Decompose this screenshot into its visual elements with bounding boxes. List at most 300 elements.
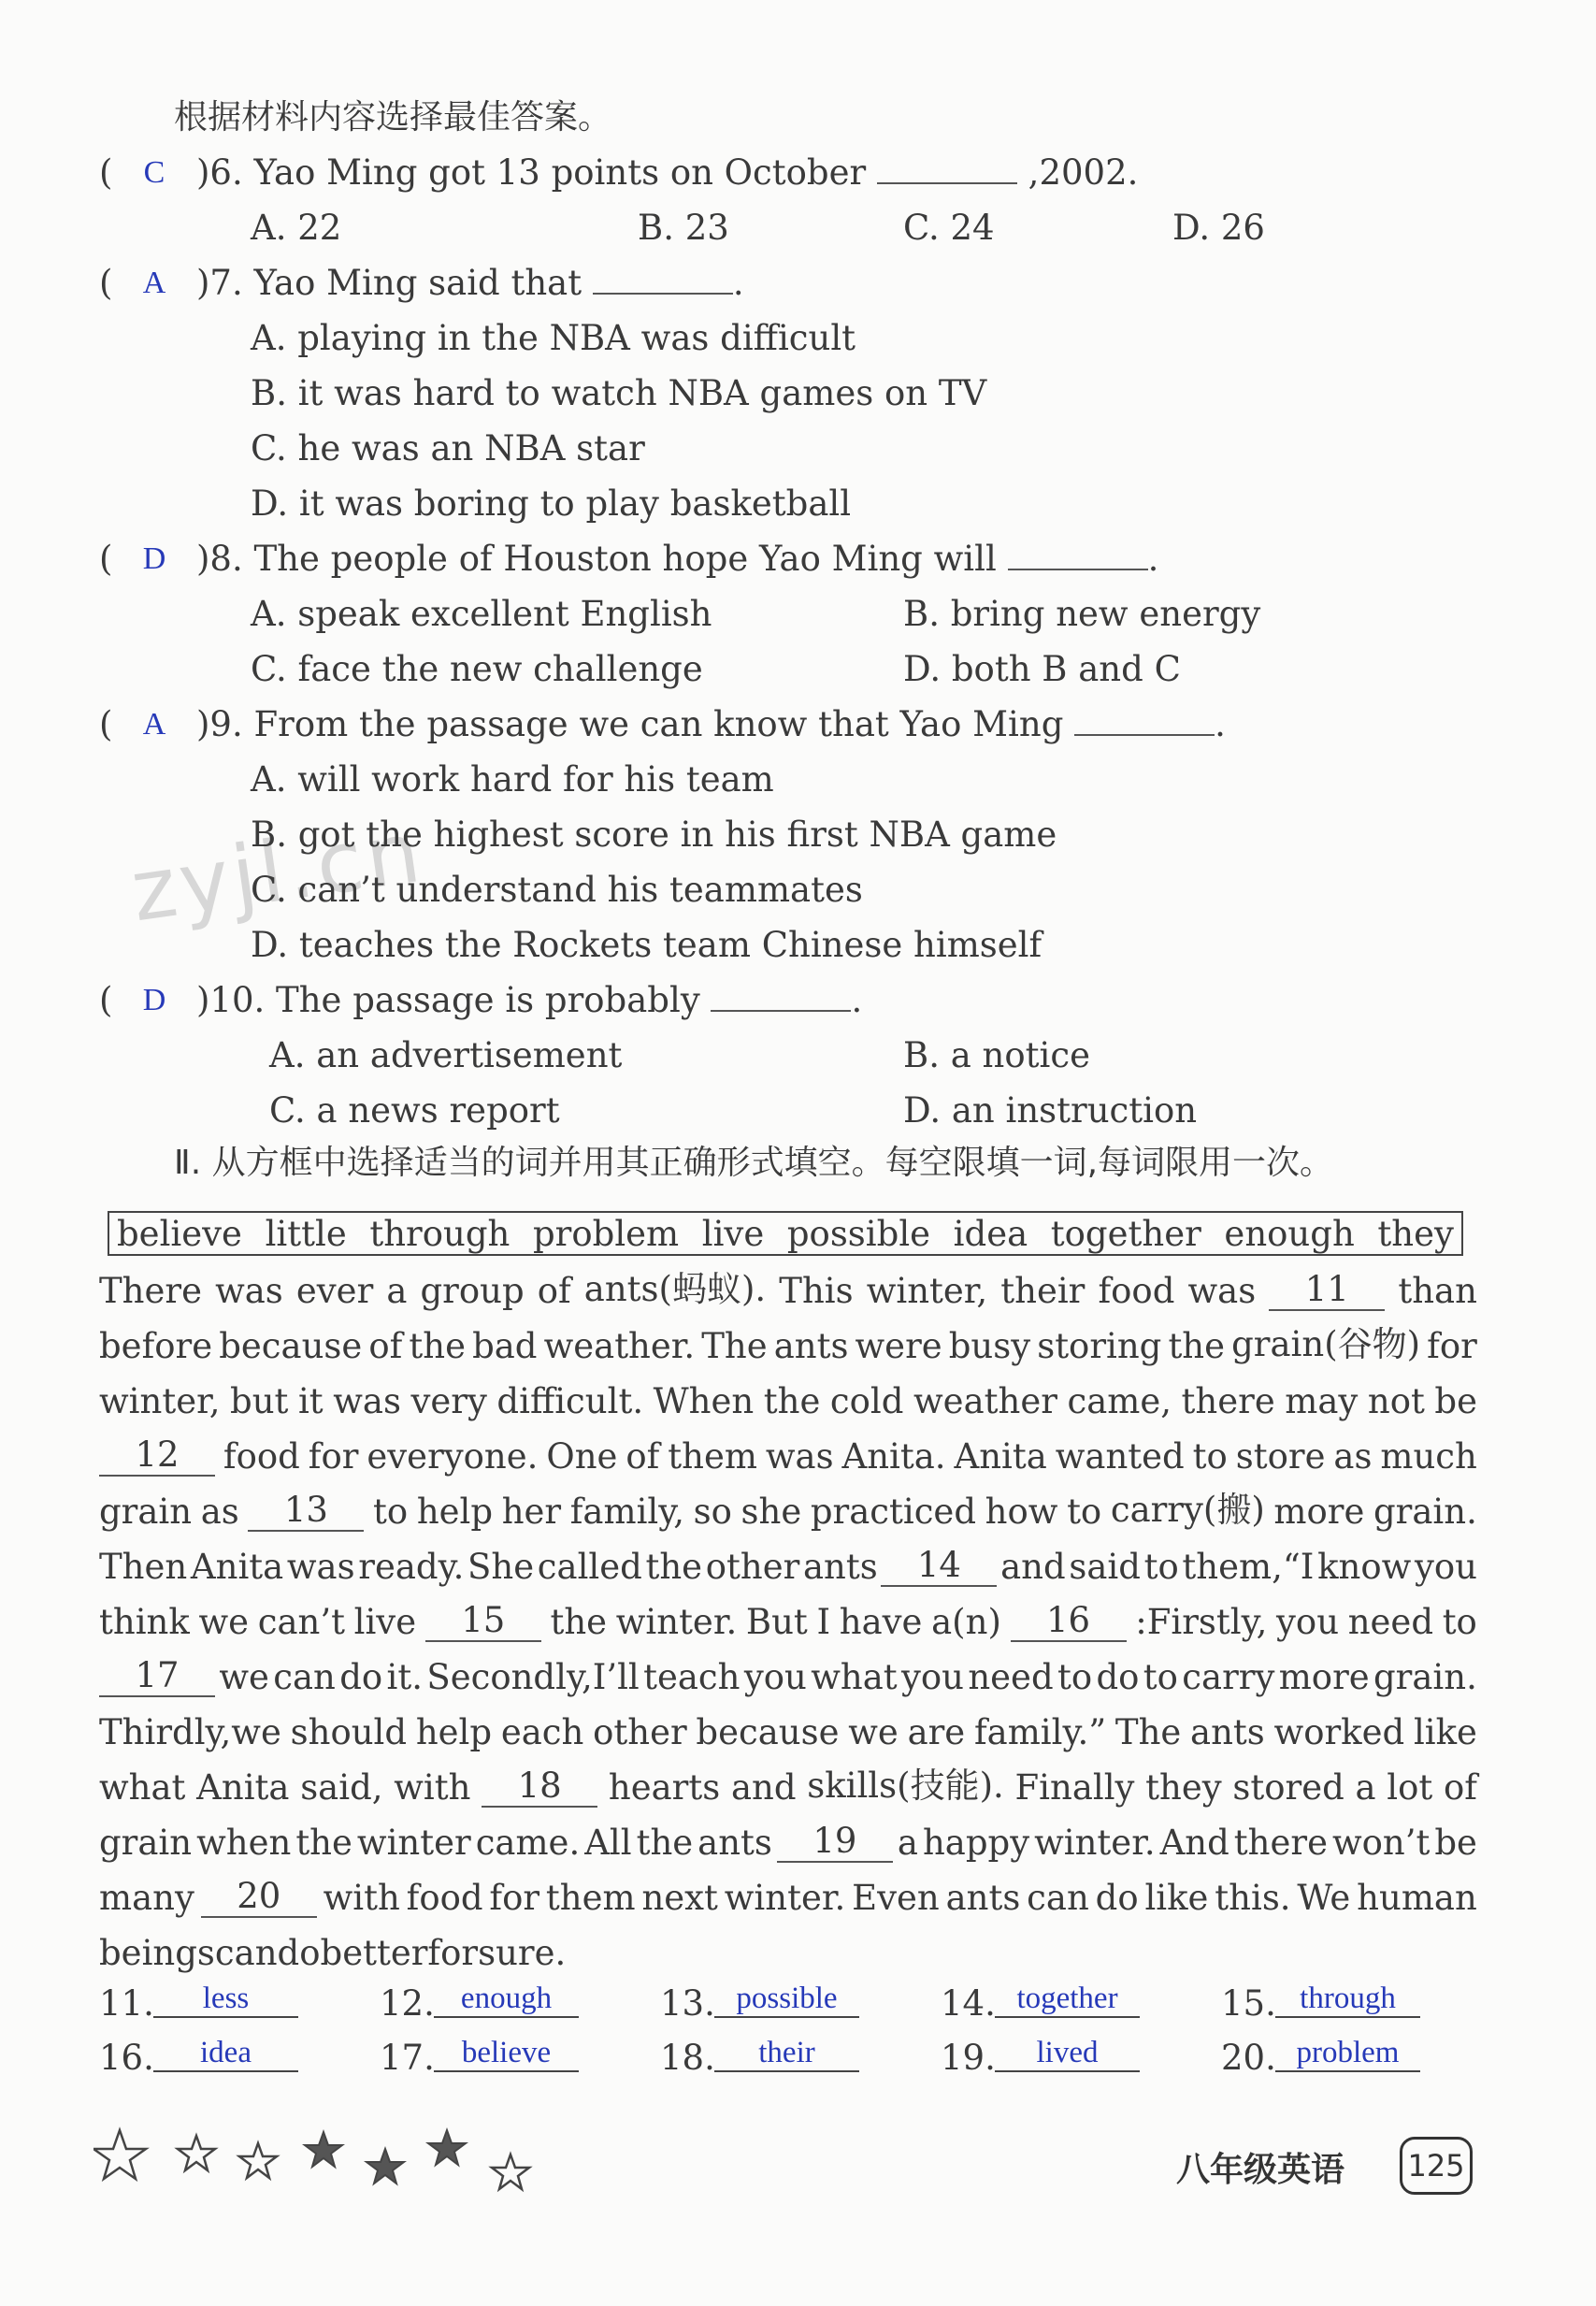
cloze-blank-19: 19 — [777, 1821, 893, 1863]
passage-word: came. — [475, 1823, 581, 1863]
option-b: B. a notice — [903, 1035, 1090, 1075]
watermark: zyjl.cn — [125, 802, 430, 942]
passage-word: do — [339, 1657, 383, 1697]
stars-decoration — [93, 2123, 542, 2198]
passage-word: ready. — [358, 1547, 465, 1587]
passage-line — [99, 1697, 1477, 1752]
passage-word: a(n) — [931, 1602, 1001, 1642]
passage-word: how — [985, 1492, 1058, 1532]
option-a: A. will work hard for his team — [251, 759, 774, 800]
passage-word: was — [1187, 1271, 1257, 1311]
open-paren: ( — [99, 539, 113, 579]
answer-row-1 — [99, 1971, 1483, 2025]
cloze-blank-17: 17 — [99, 1655, 215, 1697]
passage-word: was — [765, 1436, 834, 1477]
passage-word: food — [406, 1878, 483, 1918]
answer-blank — [877, 154, 1017, 184]
passage-word: for — [1427, 1326, 1477, 1366]
option-d: D. teaches the Rockets team Chinese himself — [251, 925, 1042, 965]
cloze-blank-18: 18 — [482, 1766, 597, 1808]
passage-word: them — [545, 1878, 636, 1918]
passage-word: to — [1143, 1657, 1178, 1697]
answer-value: less — [153, 1982, 298, 2018]
option-d: D. an instruction — [903, 1090, 1198, 1131]
passage-word: of — [625, 1436, 660, 1477]
passage-word: When — [653, 1381, 755, 1421]
passage-word: many — [99, 1878, 194, 1918]
answer-cell — [1221, 1983, 1420, 2025]
passage-word: of — [537, 1271, 571, 1311]
passage-word: as — [1333, 1436, 1373, 1477]
answer-number: 20. — [1221, 2038, 1276, 2078]
passage-word: other — [593, 1712, 687, 1752]
passage-word: winter, — [866, 1271, 988, 1311]
passage-word: was — [215, 1271, 283, 1311]
answer-number: 15. — [1221, 1983, 1276, 2024]
cloze-blank-14: 14 — [881, 1545, 997, 1587]
option-a: A. playing in the NBA was difficult — [251, 318, 856, 358]
answer-7: A — [142, 266, 166, 300]
answer-8: D — [142, 541, 166, 576]
passage-word: lot — [1387, 1767, 1433, 1808]
passage-word: worked — [1273, 1712, 1405, 1752]
passage-word: Anita. — [841, 1436, 946, 1477]
question-stem: )6. Yao Ming got 13 points on October — [196, 152, 877, 193]
passage-word: because — [696, 1712, 840, 1752]
passage-word: Thirdly,we — [99, 1712, 281, 1752]
passage-word: Secondly,I’ll — [426, 1657, 640, 1697]
passage-word: hearts — [608, 1767, 721, 1808]
passage-word: can’t — [257, 1602, 345, 1642]
passage-word: beings — [99, 1933, 215, 1973]
passage-word: their — [1000, 1271, 1086, 1311]
passage-word: better — [320, 1933, 428, 1973]
passage-word: you — [900, 1657, 964, 1697]
answer-value: problem — [1275, 2036, 1420, 2072]
passage-word: help — [416, 1492, 494, 1532]
passage-word: storing — [1037, 1326, 1162, 1366]
passage-word: may — [1285, 1381, 1359, 1421]
passage-word: practiced — [810, 1492, 977, 1532]
answer-value: together — [995, 1982, 1140, 2018]
passage-word: with — [323, 1878, 400, 1918]
passage-word: happy — [922, 1823, 1030, 1863]
passage-word: for — [308, 1436, 359, 1477]
passage-word: This — [779, 1271, 854, 1311]
answer-value: idea — [153, 2036, 298, 2072]
passage-word: grain. — [1373, 1657, 1477, 1697]
passage-word: She — [467, 1547, 535, 1587]
passage-word: winter, — [99, 1381, 221, 1421]
passage-word: like — [1144, 1878, 1209, 1918]
option-c: C. 24 — [903, 208, 995, 248]
passage-word: be — [1434, 1381, 1477, 1421]
passage-word: the — [295, 1823, 352, 1863]
passage-word: And — [1159, 1823, 1229, 1863]
passage-word: when — [196, 1823, 292, 1863]
passage-word: winter — [356, 1823, 471, 1863]
passage-word: ants(蚂蚁). — [583, 1269, 767, 1309]
answer-value: possible — [714, 1982, 859, 2018]
passage-word: with — [394, 1767, 471, 1808]
passage-word: this. — [1215, 1878, 1291, 1918]
option-a: A. 22 — [251, 208, 342, 248]
passage-word: food — [1098, 1271, 1175, 1311]
passage-word: busy — [948, 1326, 1031, 1366]
cloze-passage — [99, 1256, 1477, 1973]
passage-word: called — [537, 1547, 642, 1587]
passage-word: weather — [913, 1381, 1057, 1421]
passage-word: do — [1095, 1878, 1139, 1918]
star-icon — [305, 2132, 342, 2167]
passage-word: we — [848, 1712, 899, 1752]
star-icon — [492, 2155, 529, 2189]
option-d: D. 26 — [1172, 208, 1265, 248]
passage-word: wanted — [1055, 1436, 1185, 1477]
answer-cell — [380, 2038, 579, 2080]
answer-value: lived — [995, 2036, 1140, 2072]
answer-number: 19. — [941, 2038, 996, 2078]
passage-word: you — [1414, 1547, 1477, 1587]
passage-word: because — [219, 1326, 363, 1366]
passage-word: do — [1096, 1657, 1140, 1697]
star-icon — [93, 2130, 146, 2179]
passage-word: can — [1027, 1878, 1089, 1918]
passage-word: human — [1357, 1878, 1477, 1918]
passage-word: very — [410, 1381, 487, 1421]
word-bank-item: together — [1050, 1213, 1201, 1254]
passage-word: other — [705, 1547, 800, 1587]
passage-word: you — [743, 1657, 807, 1697]
passage-word: family, — [569, 1492, 684, 1532]
passage-word: do — [277, 1933, 321, 1973]
passage-word: The — [701, 1326, 768, 1366]
section1-instruction: 根据材料内容选择最佳答案。 — [174, 98, 612, 137]
answer-6: C — [143, 155, 165, 190]
answer-number: 14. — [941, 1983, 996, 2024]
answer-cell — [99, 2038, 298, 2080]
passage-word: them,“I — [1182, 1547, 1315, 1587]
answer-number: 18. — [660, 2038, 715, 2078]
section2-instruction: Ⅱ. 从方框中选择适当的词并用其正确形式填空。每空限填一词,每词限用一次。 — [174, 1144, 1334, 1182]
cloze-blank-16: 16 — [1011, 1600, 1127, 1642]
word-bank-item: believe — [117, 1213, 242, 1254]
passage-word: carry(搬) — [1110, 1490, 1265, 1530]
passage-word: grain. — [1373, 1492, 1477, 1532]
passage-word: weather. — [543, 1326, 696, 1366]
passage-word: said — [1069, 1547, 1141, 1587]
word-bank-item: enough — [1224, 1213, 1355, 1254]
passage-word: were — [855, 1326, 942, 1366]
answer-number: 11. — [99, 1983, 154, 2024]
passage-word: Then — [99, 1547, 188, 1587]
passage-word: grain — [99, 1823, 193, 1863]
passage-word: Anita — [954, 1436, 1047, 1477]
passage-word: store — [1235, 1436, 1326, 1477]
passage-word: ants — [945, 1878, 1021, 1918]
answer-cell — [660, 1983, 859, 2025]
passage-word: to — [1192, 1436, 1228, 1477]
question-stem-end: . — [851, 980, 863, 1020]
answer-value: enough — [434, 1982, 579, 2018]
passage-word: :Firstly, — [1135, 1602, 1268, 1642]
passage-word: ants — [1190, 1712, 1265, 1752]
passage-word: winter. — [724, 1878, 846, 1918]
answer-blank — [1008, 540, 1148, 570]
passage-word: to — [1067, 1492, 1102, 1532]
passage-line — [99, 1587, 1477, 1642]
answer-cell — [1221, 2038, 1420, 2080]
passage-word: of — [368, 1326, 403, 1366]
passage-word: for — [427, 1933, 479, 1973]
passage-word: so — [693, 1492, 732, 1532]
passage-word: you — [1276, 1602, 1340, 1642]
passage-word: skills(技能). — [807, 1766, 1004, 1806]
passage-word: for — [489, 1878, 540, 1918]
passage-word: won’t — [1331, 1823, 1431, 1863]
passage-word: All — [584, 1823, 632, 1863]
star-icon — [367, 2149, 404, 2183]
passage-word: there — [1233, 1823, 1328, 1863]
passage-word: than — [1398, 1271, 1477, 1311]
passage-word: was — [333, 1381, 401, 1421]
passage-word: grain — [99, 1492, 193, 1532]
passage-word: much — [1380, 1436, 1477, 1477]
word-bank-item: through — [369, 1213, 510, 1254]
passage-word: have — [839, 1602, 923, 1642]
option-c: C. face the new challenge — [251, 649, 703, 689]
option-c: C. he was an NBA star — [251, 428, 645, 468]
passage-word: ants — [773, 1326, 849, 1366]
option-b: B. 23 — [638, 208, 729, 248]
passage-word: before — [99, 1326, 213, 1366]
passage-word: know — [1317, 1547, 1412, 1587]
open-paren: ( — [99, 980, 113, 1020]
passage-word: Anita — [190, 1547, 284, 1587]
passage-word: the — [763, 1381, 821, 1421]
passage-word: it. — [386, 1657, 424, 1697]
passage-word: we — [219, 1657, 269, 1697]
answer-cell — [941, 1983, 1140, 2025]
passage-word: as — [200, 1492, 239, 1532]
word-bank-item: idea — [953, 1213, 1028, 1254]
passage-word: of — [1444, 1767, 1477, 1808]
passage-word: a — [897, 1823, 918, 1863]
page-number: 125 — [1400, 2137, 1473, 2195]
word-bank-item: little — [265, 1213, 347, 1254]
option-b: B. bring new energy — [903, 594, 1261, 634]
passage-word: bad — [472, 1326, 538, 1366]
question-stem: )7. Yao Ming said that — [196, 263, 593, 303]
answer-blank — [1074, 706, 1215, 736]
passage-word: cold — [829, 1381, 904, 1421]
option-c: C. can’t understand his teammates — [251, 870, 863, 910]
option-b: B. got the highest score in his first NBA game — [251, 814, 1057, 855]
passage-line — [99, 1477, 1477, 1532]
open-paren: ( — [99, 263, 113, 303]
passage-line — [99, 1752, 1477, 1808]
word-bank-item: live — [701, 1213, 765, 1254]
question-stem-end: . — [1147, 539, 1159, 579]
passage-word: what — [811, 1657, 898, 1697]
passage-word: food — [223, 1436, 300, 1477]
passage-word: The — [1114, 1712, 1182, 1752]
word-bank-item: they — [1377, 1213, 1454, 1254]
passage-word: But — [745, 1602, 808, 1642]
passage-word: to — [1143, 1547, 1179, 1587]
passage-word: more — [1278, 1657, 1370, 1697]
answer-number: 17. — [380, 2038, 435, 2078]
passage-word: We — [1297, 1878, 1351, 1918]
star-icon — [178, 2136, 215, 2170]
question-stem: )9. From the passage we can know that Yao Ming — [196, 704, 1075, 744]
passage-word: think — [99, 1602, 190, 1642]
open-paren: ( — [99, 152, 113, 193]
passage-line — [99, 1256, 1477, 1311]
passage-word: and — [1000, 1547, 1066, 1587]
passage-word: stored — [1232, 1767, 1344, 1808]
passage-word: there — [1181, 1381, 1275, 1421]
word-bank — [108, 1211, 1463, 1256]
passage-word: to — [1442, 1602, 1477, 1642]
passage-word: them — [668, 1436, 757, 1477]
answer-value: through — [1275, 1982, 1420, 2018]
passage-word: said, — [300, 1767, 383, 1808]
answer-blank — [711, 982, 851, 1012]
passage-word: she — [740, 1492, 802, 1532]
passage-word: everyone. — [367, 1436, 539, 1477]
passage-word: the — [645, 1547, 703, 1587]
passage-word: are — [907, 1712, 966, 1752]
cloze-blank-12: 12 — [99, 1434, 215, 1477]
question-stem: )10. The passage is probably — [196, 980, 712, 1020]
passage-word: her — [501, 1492, 562, 1532]
passage-word: ants — [803, 1547, 878, 1587]
cloze-blank-13: 13 — [248, 1490, 364, 1532]
passage-word: ants — [697, 1823, 772, 1863]
star-icon — [428, 2130, 466, 2165]
word-bank-item: problem — [532, 1213, 680, 1254]
passage-line — [99, 1808, 1477, 1863]
passage-line — [99, 1311, 1477, 1366]
passage-word: help — [415, 1712, 493, 1752]
passage-line — [99, 1366, 1477, 1421]
passage-line — [99, 1863, 1477, 1918]
passage-line — [99, 1532, 1477, 1587]
passage-word: sure. — [478, 1933, 567, 1973]
answer-number: 13. — [660, 1983, 715, 2024]
passage-word: the — [409, 1326, 466, 1366]
passage-word: There — [99, 1271, 202, 1311]
passage-line — [99, 1421, 1477, 1477]
answer-cell — [380, 1983, 579, 2025]
footer-label: 八年级英语 — [1176, 2151, 1345, 2189]
passage-word: difficult. — [496, 1381, 644, 1421]
passage-word: One — [546, 1436, 618, 1477]
answer-row-2 — [99, 2025, 1483, 2080]
cloze-blank-20: 20 — [201, 1876, 317, 1918]
passage-word: came, — [1067, 1381, 1172, 1421]
passage-word: a — [386, 1271, 408, 1311]
passage-word: they — [1145, 1767, 1222, 1808]
passage-word: grain(谷物) — [1231, 1324, 1421, 1364]
passage-word: each — [500, 1712, 584, 1752]
open-paren: ( — [99, 704, 113, 744]
answer-10: D — [142, 983, 166, 1017]
answer-number: 12. — [380, 1983, 435, 2024]
passage-word: but — [230, 1381, 289, 1421]
passage-word: family.” — [973, 1712, 1107, 1752]
option-b: B. it was hard to watch NBA games on TV — [251, 373, 987, 413]
passage-word: the — [550, 1602, 608, 1642]
passage-word: Anita — [196, 1767, 290, 1808]
passage-word: winter. — [1034, 1823, 1156, 1863]
question-stem-end: . — [1215, 704, 1226, 744]
answer-cell — [660, 2038, 859, 2080]
passage-word: more — [1273, 1492, 1365, 1532]
question-stem-end: . — [732, 263, 744, 303]
option-d: D. it was boring to play basketball — [251, 483, 852, 524]
passage-word: winter. — [615, 1602, 738, 1642]
cloze-blank-15: 15 — [425, 1600, 541, 1642]
passage-word: Finally — [1014, 1767, 1135, 1808]
passage-word: we — [198, 1602, 250, 1642]
option-d: D. both B and C — [903, 649, 1181, 689]
passage-word: live — [353, 1602, 417, 1642]
passage-line — [99, 1918, 1477, 1973]
option-a: A. an advertisement — [269, 1035, 623, 1075]
passage-word: need — [1347, 1602, 1434, 1642]
passage-word: need — [968, 1657, 1054, 1697]
passage-word: a — [1355, 1767, 1376, 1808]
passage-word: be — [1434, 1823, 1477, 1863]
passage-line — [99, 1642, 1477, 1697]
passage-word: group — [420, 1271, 525, 1311]
passage-word: not — [1367, 1381, 1425, 1421]
passage-word: it — [297, 1381, 324, 1421]
option-c: C. a news report — [269, 1090, 560, 1131]
passage-word: teach — [643, 1657, 740, 1697]
passage-word: and — [730, 1767, 797, 1808]
answer-value: believe — [434, 2036, 579, 2072]
passage-word: like — [1413, 1712, 1477, 1752]
option-a: A. speak excellent English — [251, 594, 712, 634]
passage-word: should — [290, 1712, 408, 1752]
passage-word: to — [373, 1492, 409, 1532]
passage-word: can — [214, 1933, 278, 1973]
passage-word: was — [286, 1547, 355, 1587]
cloze-blank-11: 11 — [1269, 1269, 1385, 1311]
question-stem-end: ,2002. — [1016, 152, 1139, 193]
answer-value: their — [714, 2036, 859, 2072]
passage-word: carry — [1182, 1657, 1275, 1697]
passage-word: ever — [295, 1271, 374, 1311]
answer-9: A — [142, 707, 166, 742]
passage-word: I — [816, 1602, 831, 1642]
question-stem: )8. The people of Houston hope Yao Ming will — [196, 539, 1008, 579]
passage-word: to — [1057, 1657, 1093, 1697]
word-bank-item: possible — [786, 1213, 931, 1254]
answer-cell — [99, 1983, 298, 2025]
passage-word: the — [636, 1823, 694, 1863]
answer-number: 16. — [99, 2038, 154, 2078]
passage-word: the — [1168, 1326, 1226, 1366]
answer-blank — [593, 265, 733, 295]
passage-word: Even — [852, 1878, 940, 1918]
passage-word: what — [99, 1767, 186, 1808]
passage-word: can — [273, 1657, 336, 1697]
passage-word: next — [641, 1878, 718, 1918]
